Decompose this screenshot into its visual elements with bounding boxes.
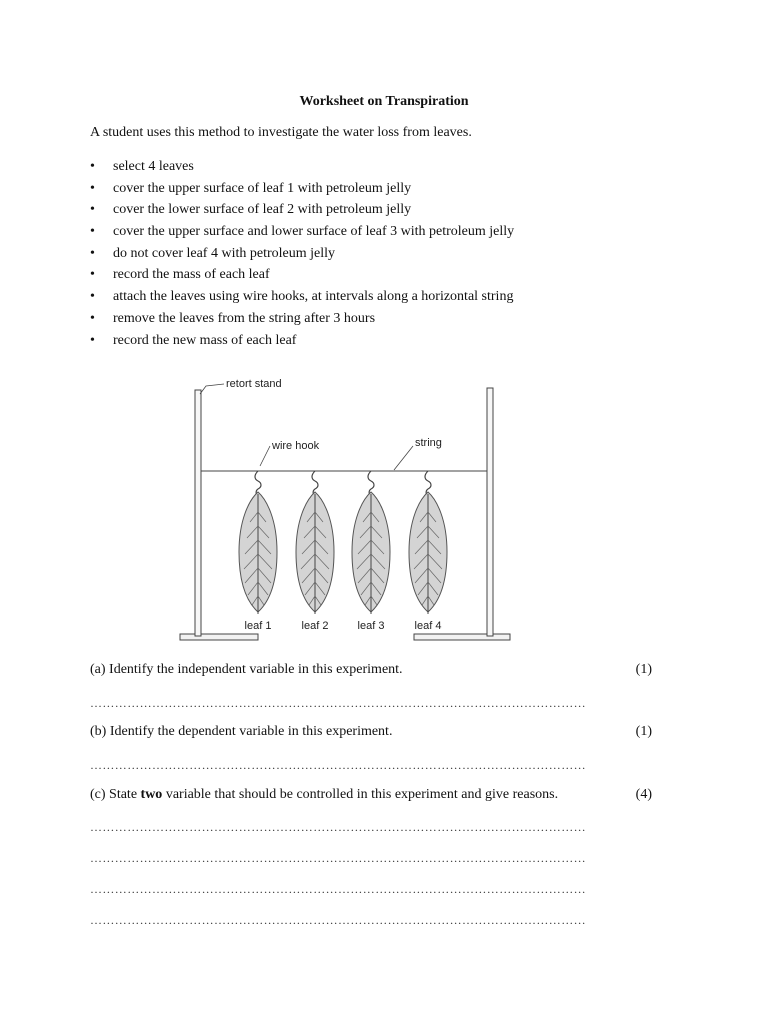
method-step-text: do not cover leaf 4 with petroleum jelly — [113, 245, 335, 261]
answer-line-c3[interactable]: ………………………………………………………………………………………………………… — [90, 882, 586, 896]
answer-line-c2[interactable]: ………………………………………………………………………………………………………… — [90, 851, 586, 865]
method-step — [90, 199, 514, 221]
retort-stand-label: retort stand — [226, 378, 282, 390]
answer-line-a[interactable]: ………………………………………………………………………………………………………… — [90, 696, 586, 710]
question-c-text-before: (c) State — [90, 787, 141, 802]
question-c-emphasis: two — [140, 787, 163, 802]
left-stand-base — [180, 634, 258, 640]
method-step — [90, 264, 514, 286]
question-b-marks: (1) — [635, 724, 652, 739]
leaf-3-label: leaf 3 — [357, 620, 385, 632]
method-step-text: record the new mass of each leaf — [113, 332, 297, 348]
method-step-text: cover the lower surface of leaf 2 with petroleum jelly — [113, 202, 412, 218]
method-step-text: record the mass of each leaf — [113, 267, 270, 283]
intro-text: A student uses this method to investigate the water loss from leaves. — [90, 125, 472, 140]
method-step — [90, 178, 514, 200]
method-steps-list — [90, 156, 514, 351]
method-step — [90, 156, 514, 178]
question-a — [90, 662, 652, 678]
leaf-4-label: leaf 4 — [414, 620, 442, 632]
answer-line-b[interactable]: ………………………………………………………………………………………………………… — [90, 758, 586, 772]
right-retort-rod — [487, 388, 493, 636]
string-label: string — [415, 437, 442, 449]
bullet-icon: • — [90, 310, 95, 326]
leaf-2 — [296, 492, 334, 614]
wire-hook-label: wire hook — [272, 440, 320, 452]
right-stand-base — [414, 634, 510, 640]
method-step-text: select 4 leaves — [113, 159, 194, 174]
bullet-icon: • — [90, 180, 95, 196]
method-step-text: remove the leaves from the string after 3 hours — [113, 310, 376, 326]
question-c-marks: (4) — [635, 787, 652, 802]
method-step — [90, 243, 514, 265]
question-c — [90, 787, 652, 803]
worksheet-title: Worksheet on Transpiration — [299, 94, 469, 109]
leaf-4 — [409, 492, 447, 614]
bullet-icon: • — [90, 245, 95, 261]
bullet-icon: • — [90, 332, 95, 348]
bullet-icon: • — [90, 224, 95, 240]
string-pointer — [394, 446, 413, 470]
retort-stand-pointer — [200, 384, 224, 394]
method-step — [90, 308, 514, 330]
question-c-text-after: variable that should be controlled in this experiment and give reasons. — [162, 787, 559, 802]
apparatus-diagram — [88, 362, 578, 648]
question-b-text: (b) Identify the dependent variable in this experiment. — [90, 724, 393, 739]
left-retort-rod — [195, 390, 201, 636]
bullet-icon: • — [90, 159, 95, 174]
leaf-1 — [239, 492, 277, 614]
method-step — [90, 330, 514, 352]
answer-line-c1[interactable]: ………………………………………………………………………………………………………… — [90, 820, 586, 834]
question-a-marks: (1) — [635, 662, 652, 677]
question-a-text: (a) Identify the independent variable in this experiment. — [90, 662, 403, 677]
answer-line-c4[interactable]: ………………………………………………………………………………………………………… — [90, 913, 586, 927]
wire-hook-pointer — [260, 446, 270, 466]
question-b — [90, 724, 652, 740]
leaf-1-label: leaf 1 — [244, 620, 272, 632]
method-step-text: cover the upper surface of leaf 1 with petroleum jelly — [113, 180, 412, 196]
bullet-icon: • — [90, 289, 95, 305]
method-step-text: attach the leaves using wire hooks, at intervals along a horizontal string — [113, 289, 514, 305]
method-step — [90, 221, 514, 243]
method-step — [90, 286, 514, 308]
leaf-2-label: leaf 2 — [301, 620, 329, 632]
method-step-text: cover the upper surface and lower surface of leaf 3 with petroleum jelly — [113, 224, 515, 240]
bullet-icon: • — [90, 202, 95, 218]
bullet-icon: • — [90, 267, 95, 283]
leaf-3 — [352, 492, 390, 614]
